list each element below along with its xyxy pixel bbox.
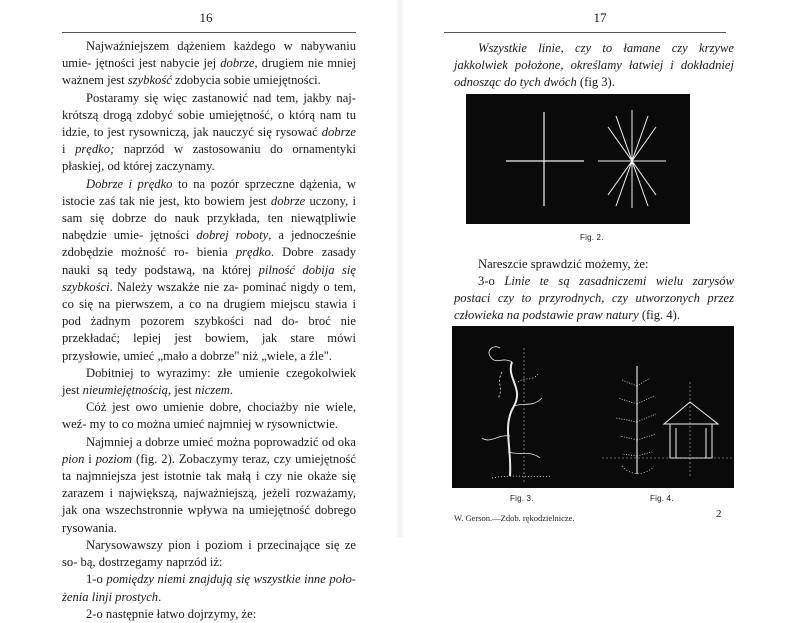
text-run: Narysowawszy pion i poziom i przecinające się ze so- bą, dostrzegamy naprzód iż: xyxy=(62,537,356,570)
left-page-body xyxy=(62,38,356,623)
text-run: Nareszcie sprawdzić możemy, że: xyxy=(478,257,649,271)
emphasis-text: pomiędzy niemi znajdują się wszystkie inne poło- żenia linji prostych xyxy=(62,572,356,604)
paragraph-fundamental-lines xyxy=(454,273,734,325)
figure-2-plate xyxy=(466,94,690,224)
emphasis-text: dobrej roboty xyxy=(196,228,269,243)
text-run: , drugiem nie mniej ważnem jest xyxy=(62,56,356,88)
text-run: . Należy wszakże nie za- pominać nigdy o tem, co się na pierwszem, a co na drugiem miejscu stawia i pod żadnym pozorem szybkości nad do- broć nie przekładać; lepiej jest bowiem, jak stare mówi przysłowie, umieć „mało a dobrze" niż „wiele, a źle". xyxy=(62,279,356,363)
text-run: , a jednocześnie zdobędzie możność ro- bienia xyxy=(62,228,356,260)
paragraph xyxy=(62,434,356,537)
fig4-caption: Fig. 4. xyxy=(650,494,674,503)
right-paragraph-3 xyxy=(454,273,734,325)
text-run: . xyxy=(158,589,162,604)
gnarled-tree-drawing xyxy=(482,347,552,478)
star-of-lines xyxy=(598,110,666,208)
emphasis-text: Linie te są zasadniczemi wielu zarysów postaci czy to przyrodnych, czy utworzonych przez człowieka na podstawie praw natury xyxy=(454,274,734,323)
text-run: , jest xyxy=(167,383,195,398)
figure-3-4-plate xyxy=(452,326,734,488)
text-run: Najważniejszem dążeniem każdego w nabywaniu umie- jętności jest nabycie jej xyxy=(62,39,356,71)
emphasis-text: szybkość xyxy=(127,73,172,88)
left-header-rule xyxy=(62,32,356,33)
emphasis-text: niczem xyxy=(194,383,230,398)
text-run: naprzód w zastosowaniu do ornamentyki płaskiej, od której zaczynamy. xyxy=(62,142,356,174)
right-page-number: 17 xyxy=(593,10,607,25)
emphasis-text: dobrze xyxy=(270,193,306,208)
emphasis-text: Dobrze i prędko xyxy=(86,176,173,191)
emphasis-text: pilność dobija się szybkości xyxy=(62,262,356,294)
emphasis-text: Wszystkie linie, czy to łamane czy krzywe jakkolwiek położone, określamy łatwiej i dokładniej odnosząc do tych dwóch xyxy=(454,41,734,90)
text-run: uczony, i sam się dobrze do nauk przykłada, ten niewątpliwie nabędzie umie- jętności xyxy=(62,193,356,243)
paragraph xyxy=(62,537,356,571)
figure-2-drawing xyxy=(466,94,690,224)
paragraph-fig3-reference xyxy=(454,40,734,92)
text-run: (fig. 2). Zobaczymy teraz, czy umiejętność ta najmniejsza jest istotnie tak małą i czy nie okaże się zarazem i największą, najważniejszą, jeżeli rozważamy, jak ona wszechstronnie wpływa na umiejętność dobrego rysowania. xyxy=(62,451,357,535)
fig2-caption: Fig. 2. xyxy=(580,233,604,242)
text-run: (fig 3). xyxy=(576,75,615,90)
right-paragraph-2 xyxy=(454,256,734,273)
text-run: 2-o następnie łatwo dojrzymy, że: xyxy=(86,606,257,621)
text-run: i xyxy=(84,451,96,466)
footer-sheet-number: 2 xyxy=(716,508,722,520)
left-page-number: 16 xyxy=(199,10,213,25)
text-run: Postaramy się więc zastanowić nad tem, jakby naj- krótszą drogą zdobyć sobie umiejętność, o którą nam tu idzie, to jest rysowniczą, jak nauczyć się rysować xyxy=(62,90,356,140)
emphasis-text: prędko xyxy=(235,245,271,260)
paragraph-verify xyxy=(454,256,734,273)
paragraph xyxy=(62,176,356,365)
paragraph xyxy=(62,38,356,90)
text-run: i xyxy=(62,142,76,157)
text-run: Cóż jest owo umienie dobre, chociażby nie wiele, weź- my to co można umieć najmniej w rysownictwie. xyxy=(62,400,356,432)
house-drawing xyxy=(664,402,718,458)
emphasis-text: nieumiejętnością xyxy=(82,383,168,398)
text-run: zdobycia sobie umiejętności. xyxy=(171,73,321,88)
text-run: . xyxy=(229,383,234,398)
text-run: (fig. 4). xyxy=(638,308,680,323)
paragraph xyxy=(62,399,356,433)
emphasis-text: poziom xyxy=(95,451,133,466)
fig3-caption: Fig. 3. xyxy=(510,494,534,503)
emphasis-text: prędko; xyxy=(75,142,115,157)
right-header-rule xyxy=(444,32,726,33)
emphasis-text: dobrze xyxy=(220,56,255,71)
paragraph xyxy=(62,606,356,623)
footer-signature: W. Gerson.—Zdob. rękodzielnicze. xyxy=(454,513,575,523)
text-run: 1-o xyxy=(86,572,107,587)
figure-3-4-drawing xyxy=(452,326,734,488)
emphasis-text: pion xyxy=(62,451,85,466)
text-run: to na pozór sprzeczne dążenia, w istocie zaś tak nie jest, kto bowiem jest xyxy=(62,176,356,208)
paragraph xyxy=(62,90,356,176)
text-run: Dobitniej to wyrazimy: złe umienie czegokolwiek jest xyxy=(62,365,356,398)
text-run: . Dobre zasady nauki są tedy podstawą, na której xyxy=(62,245,356,277)
text-run: 3-o xyxy=(478,274,505,288)
text-run: Najmniej a dobrze umieć można poprowadzić od oka xyxy=(86,434,356,449)
paragraph xyxy=(62,571,356,605)
emphasis-text: dobrze xyxy=(321,125,356,140)
right-paragraph-1 xyxy=(454,40,734,92)
paragraph xyxy=(62,365,356,399)
